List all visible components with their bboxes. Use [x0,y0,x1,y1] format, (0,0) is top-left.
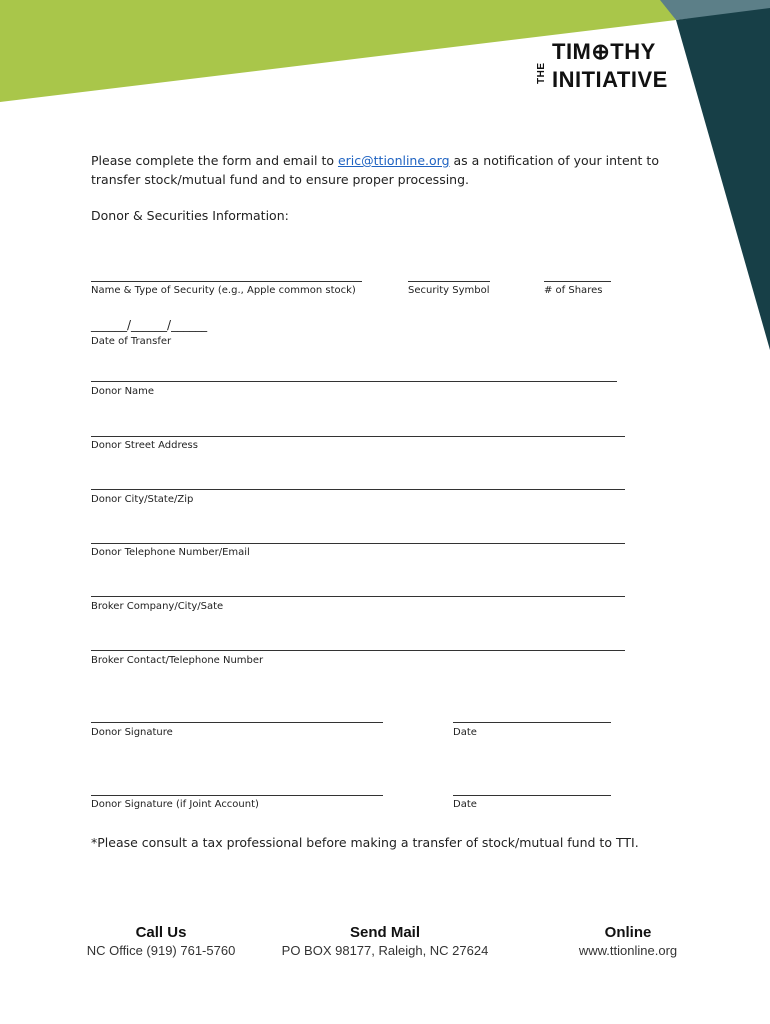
donor-name-field[interactable] [91,381,617,382]
signature-date-label: Date [453,727,477,738]
shares-field[interactable] [544,281,611,282]
joint-date-label: Date [453,799,477,810]
date-of-transfer-label: Date of Transfer [91,336,172,347]
call-phone[interactable]: NC Office (919) 761-5760 [86,943,236,958]
security-name-field[interactable] [91,281,362,282]
footer-mail [270,924,500,958]
city-state-zip-field[interactable] [91,489,625,490]
street-address-label: Donor Street Address [91,440,198,451]
teal-triangle [676,8,770,350]
intro-paragraph [91,151,671,189]
broker-contact-field[interactable] [91,650,625,651]
broker-company-field[interactable] [91,596,625,597]
donor-signature-field[interactable] [91,722,383,723]
security-name-label: Name & Type of Security (e.g., Apple common stock) [91,285,356,296]
mail-address: PO BOX 98177, Raleigh, NC 27624 [281,943,489,958]
signature-date-field[interactable] [453,722,611,723]
logo-line-1: TIM⊕THY [552,39,656,64]
logo-line-2: INITIATIVE [552,67,668,92]
city-state-zip-label: Donor City/State/Zip [91,494,194,505]
joint-signature-field[interactable] [91,795,383,796]
intro-text-before: Please complete the form and email to [91,153,338,168]
phone-email-field[interactable] [91,543,625,544]
broker-company-label: Broker Company/City/Sate [91,601,224,612]
broker-contact-label: Broker Contact/Telephone Number [91,655,264,666]
joint-date-field[interactable] [453,795,611,796]
security-symbol-label: Security Symbol [408,285,490,296]
date-of-transfer-field[interactable]: ______/______/______ [91,318,208,332]
shares-label: # of Shares [544,285,603,296]
donor-signature-label: Donor Signature [91,727,173,738]
security-symbol-field[interactable] [408,281,490,282]
section-title: Donor & Securities Information: [91,208,289,223]
email-link[interactable]: eric@ttionline.org [337,153,450,168]
joint-signature-label: Donor Signature (if Joint Account) [91,799,259,810]
timothy-initiative-logo [536,40,676,100]
intro-text-after: as a notification of your intent to transfer stock/mutual fund and to ensure proper processing. [91,153,659,187]
online-heading: Online [604,924,652,941]
call-heading: Call Us [135,924,187,941]
footer-call [71,924,251,958]
website-link[interactable]: www.ttionline.org [578,943,678,958]
street-address-field[interactable] [91,436,625,437]
mail-heading: Send Mail [349,924,420,941]
tax-note: *Please consult a tax professional before making a transfer of stock/mutual fund to TTI. [91,835,639,850]
logo-the: THE [536,62,547,84]
footer-online [548,924,708,958]
phone-email-label: Donor Telephone Number/Email [91,547,250,558]
donor-name-label: Donor Name [91,386,155,397]
